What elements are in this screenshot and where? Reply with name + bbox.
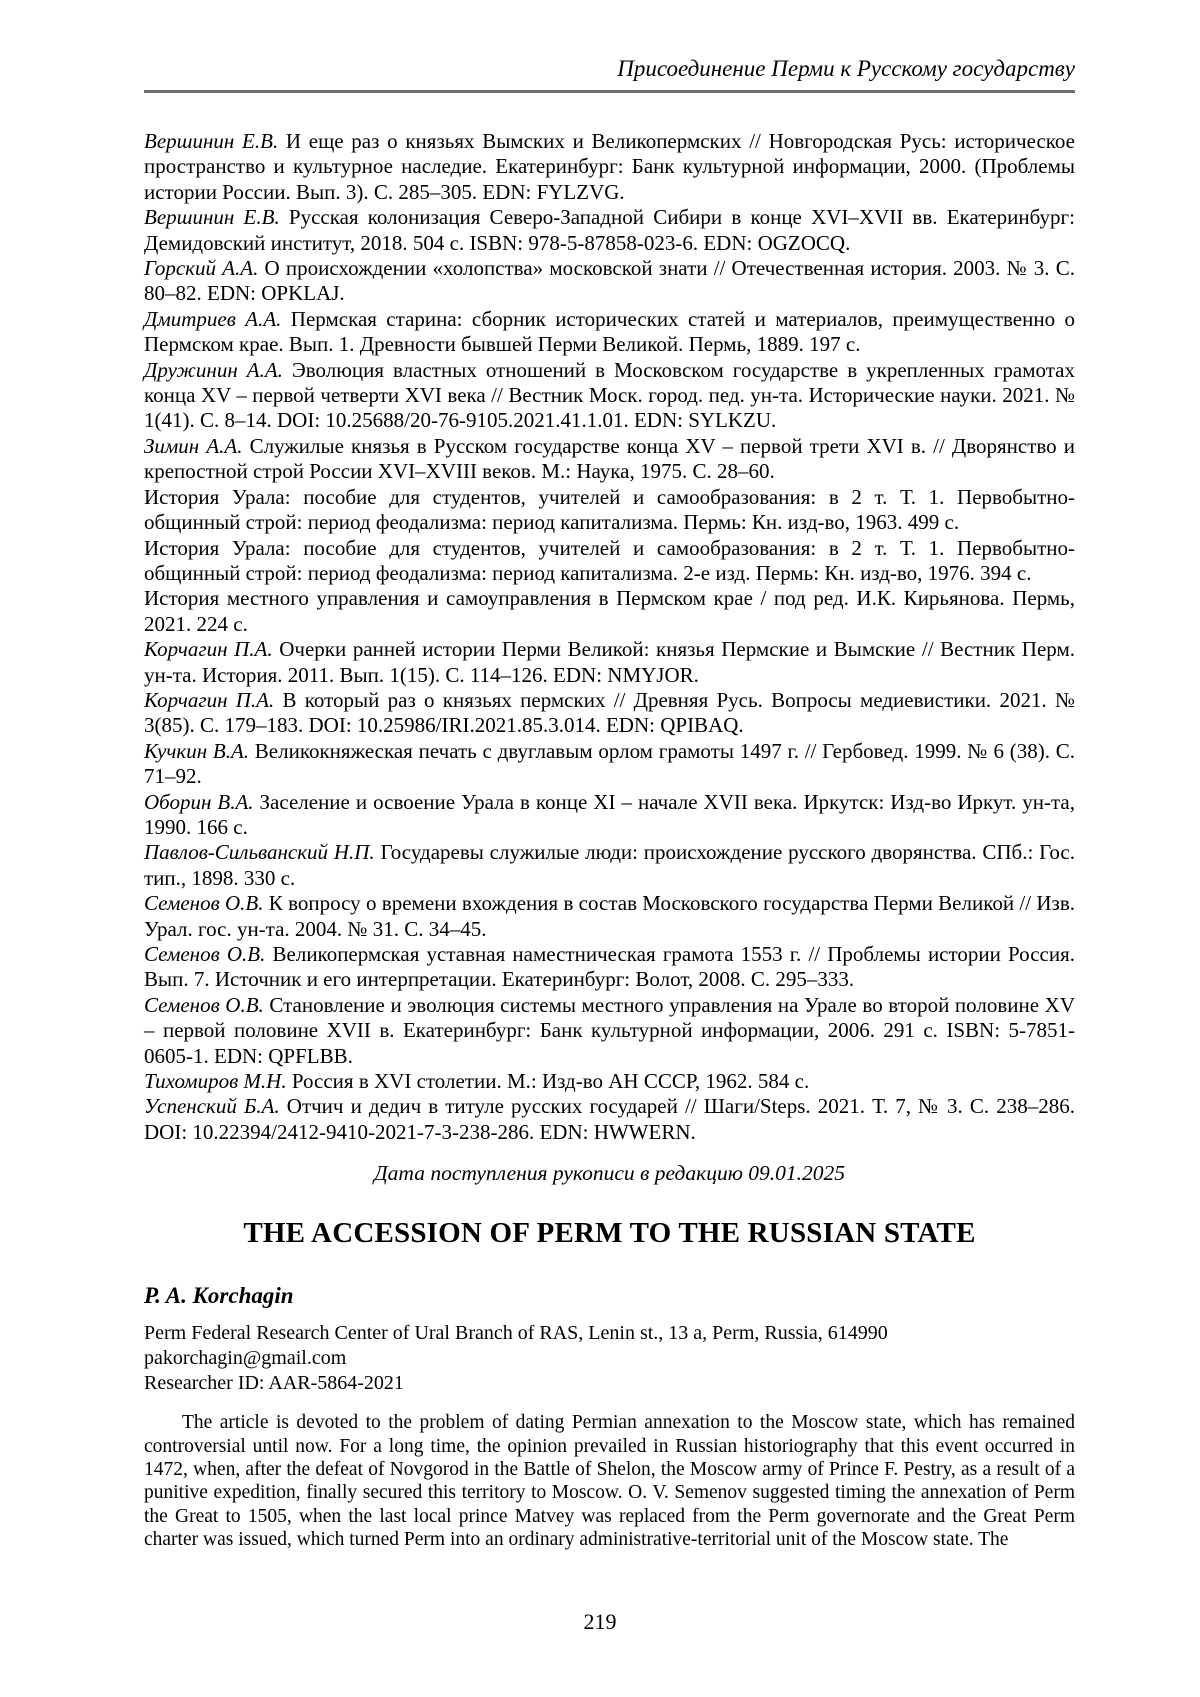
author-name: P. A. Korchagin — [144, 1283, 294, 1309]
author-affiliation: Perm Federal Research Center of Ural Branch of RAS, Lenin st., 13 a, Perm, Russia, 614990 — [144, 1322, 888, 1345]
reference-author: Горский А.А. — [144, 256, 259, 281]
header-rule — [144, 90, 1075, 93]
reference-entry: Дружинин А.А. Эволюция властных отношений в Московском государстве в укрепленных грамотах конца XV – первой четверти XVI века // Вестник Моск. город. пед. ун-та. Исторические науки. 2021. № 1(41). С. 8–14. DOI: 10.25688/20-76-9105.2021.41.1.01. EDN: SYLKZU. — [144, 357, 1075, 433]
reference-author: Дружинин А.А. — [144, 357, 283, 382]
reference-author: Корчагин П.А. — [144, 637, 273, 662]
abstract-text: The article is devoted to the problem of dating Permian annexation to the Moscow state, which has remained controversial until now. For a long time, the opinion prevailed in Russian historiography that this event occurred in 1472, when, after the defeat of Novgorod in the Battle of Shelon, the Moscow army of Prince F. Pestry, as a result of a punitive expedition, finally secured this territory to Moscow. O. V. Semenov suggested timing the annexation of Perm the Great to 1505, when the last local prince Matvey was replaced from the Perm governorate and the Great Perm charter was issued, which turned Perm into an ordinary administrative-territorial unit of the Moscow state. The — [144, 1412, 1075, 1551]
reference-entry: Оборин В.А. Заселение и освоение Урала в конце XI – начале XVII века. Иркутск: Изд-во Иркут. ун-та, 1990. 166 с. — [144, 789, 1075, 839]
reference-author: Дмитриев А.А. — [144, 306, 282, 331]
reference-entry: Семенов О.В. Становление и эволюция системы местного управления на Урале во второй половине XV – первой половине XVII в. Екатеринбург: Банк культурной информации, 2006. 291 с. ISBN: 5-7851-0605-1. EDN: QPFLBB. — [144, 992, 1075, 1068]
reference-author: Семенов О.В. — [144, 891, 264, 916]
reference-entry: Тихомиров М.Н. Россия в XVI столетии. М.: Изд-во АН СССР, 1962. 584 с. — [144, 1069, 810, 1094]
author-info-block — [144, 1321, 1075, 1396]
reference-entry: Вершинин Е.В. И еще раз о князьях Вымских и Великопермских // Новгородская Русь: историческое пространство и культурное наследие. Екатеринбург: Банк культурной информации, 2000. (Проблемы истории России. Вып. 3). С. 285–305. EDN: FYLZVG. — [144, 129, 1075, 204]
reference-author: Павлов-Сильванский Н.П. — [144, 840, 375, 865]
submission-date-line: Дата поступления рукописи в редакцию 09.01.2025 — [373, 1161, 845, 1186]
reference-entry: Дмитриев А.А. Пермская старина: сборник исторических статей и материалов, преимущественно о Пермском крае. Вып. 1. Древности бывшей Перми Великой. Пермь, 1889. 197 с. — [144, 306, 1075, 357]
reference-entry: История Урала: пособие для студентов, учителей и самообразования: в 2 т. Т. 1. Первобытно-общинный строй: период феодализма: период капитализма. 2-е изд. Пермь: Кн. изд-во, 1976. 394 с. — [144, 535, 1075, 585]
reference-entry: Корчагин П.А. В который раз о князьях пермских // Древняя Русь. Вопросы медиевистики. 2021. № 3(85). С. 179–183. DOI: 10.25986/IRI.2021.85.3.014. EDN: QPIBAQ. — [144, 687, 1075, 738]
reference-entry: Павлов-Сильванский Н.П. Государевы служилые люди: происхождение русского дворянства. СПб.: Гос. тип., 1898. 330 с. — [144, 840, 1075, 890]
author-email: pakorchagin@gmail.com — [144, 1347, 347, 1370]
reference-entry: Успенский Б.А. Отчич и дедич в титуле русских государей // Шаги/Steps. 2021. Т. 7, № 3. С. 238–286. DOI: 10.22394/2412-9410-2021-7-3-238-286. EDN: HWWERN. — [144, 1094, 1075, 1144]
reference-author: Вершинин Е.В. — [144, 205, 280, 230]
reference-author: Тихомиров М.Н. — [144, 1069, 287, 1094]
author-researcher-id: Researcher ID: AAR-5864-2021 — [144, 1372, 404, 1395]
reference-entry: Семенов О.В. Великопермская уставная наместническая грамота 1553 г. // Проблемы истории Россия. Вып. 7. Источник и его интерпретации. Екатеринбург: Волот, 2008. С. 295–333. — [144, 942, 1075, 992]
reference-entry: Зимин А.А. Служилые князья в Русском государстве конца XV – первой трети XVI в. // Дворянство и крепостной строй России XVI–XVIII веков. М.: Наука, 1975. С. 28–60. — [144, 433, 1076, 484]
page-number: 219 — [583, 1609, 617, 1634]
reference-author: Корчагин П.А. — [144, 687, 275, 712]
reference-author: Семенов О.В. — [144, 942, 266, 966]
reference-author: Успенский Б.А. — [144, 1094, 280, 1119]
reference-entry: Семенов О.В. К вопросу о времени вхождения в состав Московского государства Перми Великой // Изв. Урал. гос. ун-та. 2004. № 31. С. 34–45. — [144, 891, 1075, 941]
reference-author: Зимин А.А. — [144, 433, 243, 458]
reference-author: Вершинин Е.В. — [144, 129, 279, 153]
reference-entry: История Урала: пособие для студентов, учителей и самообразования: в 2 т. Т. 1. Первобытно-общинный строй: период феодализма: период капитализма. Пермь: Кн. изд-во, 1963. 499 с. — [144, 484, 1075, 535]
reference-author: Кучкин В.А. — [144, 738, 250, 763]
reference-entry: Вершинин Е.В. Русская колонизация Северо-Западной Сибири в конце XVI–XVII вв. Екатеринбург: Демидовский институт, 2018. 504 с. ISBN: 978-5-87858-023-6. EDN: OGZOCQ. — [144, 205, 1075, 255]
reference-author: Семенов О.В. — [144, 992, 264, 1017]
reference-list — [144, 129, 1075, 1145]
reference-entry: Корчагин П.А. Очерки ранней истории Перми Великой: князья Пермские и Вымские // Вестник Перм. ун-та. История. 2011. Вып. 1(15). С. 114–126. EDN: NMYJOR. — [144, 637, 1075, 687]
reference-entry: История местного управления и самоуправления в Пермском крае / под ред. И.К. Кирьянова. Пермь, 2021. 224 с. — [144, 586, 1075, 636]
reference-entry: Кучкин В.А. Великокняжеская печать с двуглавым орлом грамоты 1497 г. // Гербовед. 1999. № 6 (38). С. 71–92. — [144, 738, 1076, 789]
reference-author: Оборин В.А. — [144, 789, 254, 814]
reference-entry: Горский А.А. О происхождении «холопства» московской знати // Отечественная история. 2003. № 3. С. 80–82. EDN: OPKLAJ. — [144, 256, 1075, 306]
running-head: Присоединение Перми к Русскому государству — [617, 56, 1075, 81]
article-title-en: THE ACCESSION OF PERM TO THE RUSSIAN STATE — [243, 1217, 976, 1250]
